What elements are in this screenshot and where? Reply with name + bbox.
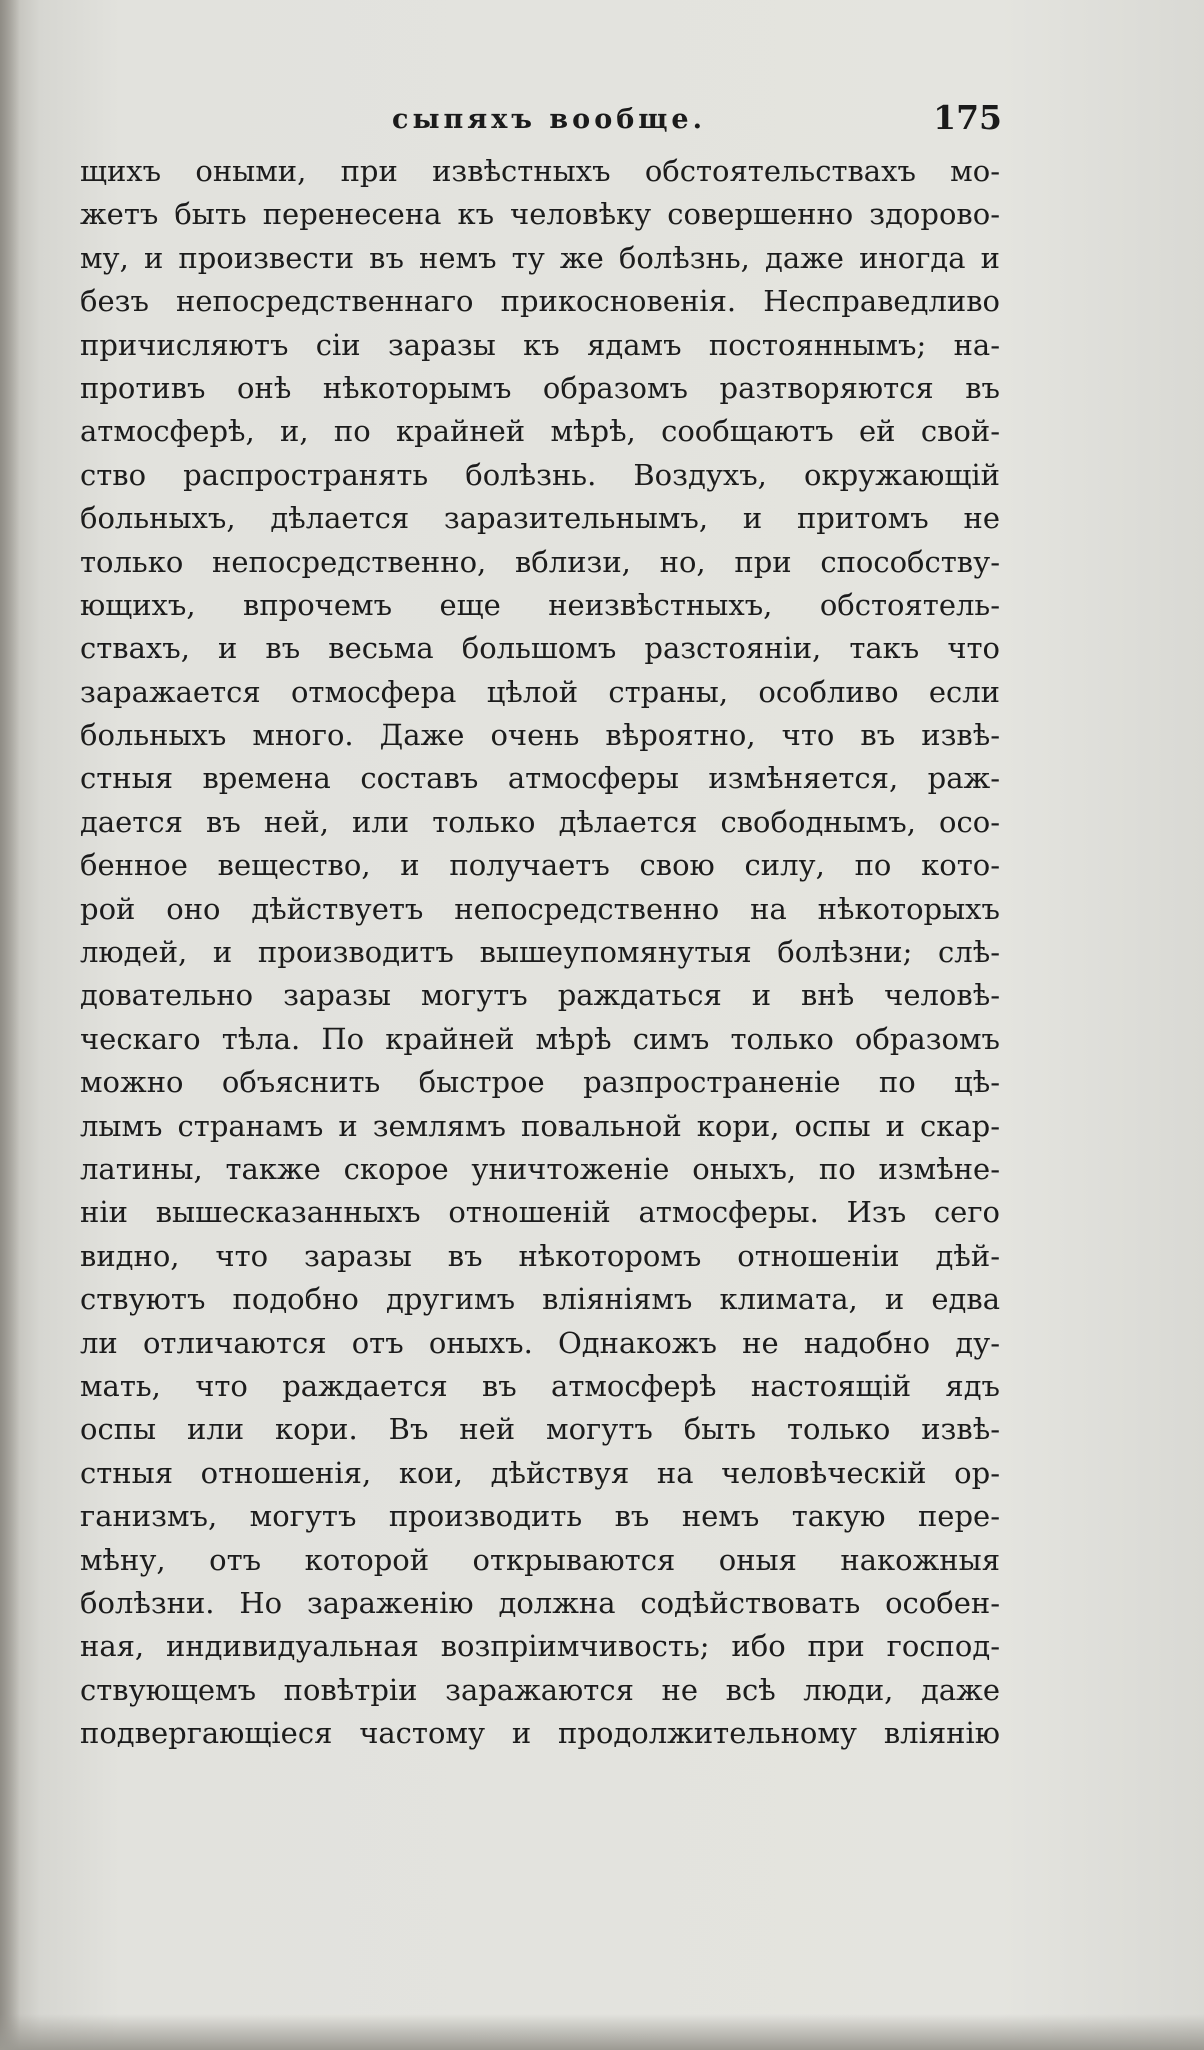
text-line: ганизмъ, могутъ производить въ немъ такую пере- [80,1499,1000,1534]
text-line: ющихъ, впрочемъ еще неизвѣстныхъ, обстоятель- [80,587,1000,622]
text-line: можно объяснить быстрое разпространеніе по цѣ- [80,1065,1000,1100]
text-line: причисляютъ сіи заразы къ ядамъ постояннымъ; на- [80,327,1000,362]
page-header [392,98,1002,138]
text-line: ная, индивидуальная возпріимчивость; ибо при господ- [80,1629,1000,1664]
body-text [80,150,1000,1755]
text-line: мѣну, отъ которой открываются оныя накожныя [80,1542,1000,1577]
text-line: безъ непосредственнаго прикосновенія. Несправедливо [80,284,1000,319]
text-line: жетъ быть перенесена къ человѣку совершенно здорово- [80,197,1000,232]
text-line: му, и произвести въ немъ ту же болѣзнь, даже иногда и [80,240,1000,275]
text-line: болѣзни. Но зараженію должна содѣйствовать особен- [80,1585,1000,1620]
text-line: лымъ странамъ и землямъ повальной кори, оспы и скар- [80,1108,1000,1143]
text-line: заражается отмосфера цѣлой страны, особливо если [80,674,1000,709]
text-line: больныхъ, дѣлается заразительнымъ, и притомъ не [80,501,1000,536]
spine-shadow [0,0,20,2050]
text-line: ствахъ, и въ весьма большомъ разстояніи, такъ что [80,631,1000,666]
text-line: довательно заразы могутъ раждаться и внѣ человѣ- [80,978,1000,1013]
text-line: бенное вещество, и получаетъ свою силу, по кото- [80,848,1000,883]
page-bottom-edge [0,2014,1204,2050]
text-line: подвергающіеся частому и продолжительному вліянію [80,1716,1000,1751]
text-line: ствуютъ подобно другимъ вліяніямъ климата, и едва [80,1282,1000,1317]
text-line: больныхъ много. Даже очень вѣроятно, что въ извѣ- [80,718,1000,753]
text-line: атмосферѣ, и, по крайней мѣрѣ, сообщаютъ ей свой- [80,414,1000,449]
text-line: ствующемъ повѣтріи заражаются не всѣ люди, даже [80,1672,1000,1707]
text-line: рой оно дѣйствуетъ непосредственно на нѣкоторыхъ [80,891,1000,926]
text-line: только непосредственно, вблизи, но, при способству- [80,544,1000,579]
text-line: ство распространять болѣзнь. Воздухъ, окружающій [80,457,1000,492]
running-head: сыпяхъ вообще. [392,104,707,135]
text-line: видно, что заразы въ нѣкоторомъ отношеніи дѣй- [80,1238,1000,1273]
text-line: латины, также скорое уничтоженіе оныхъ, по измѣне- [80,1151,1000,1186]
text-line: людей, и производитъ вышеупомянутыя болѣзни; слѣ- [80,935,1000,970]
page-number: 175 [933,98,1002,137]
text-line: ніи вышесказанныхъ отношеній атмосферы. Изъ сего [80,1195,1000,1230]
text-line: ли отличаются отъ оныхъ. Однакожъ не надобно ду- [80,1325,1000,1360]
text-line: стныя отношенія, кои, дѣйствуя на человѣческій ор- [80,1455,1000,1490]
text-line: дается въ ней, или только дѣлается свободнымъ, осо- [80,804,1000,839]
text-line: противъ онѣ нѣкоторымъ образомъ разтворяются въ [80,370,1000,405]
text-line: стныя времена составъ атмосферы измѣняется, раж- [80,761,1000,796]
text-line: оспы или кори. Въ ней могутъ быть только извѣ- [80,1412,1000,1447]
text-line: мать, что раждается въ атмосферѣ настоящій ядъ [80,1368,1000,1403]
text-line: ческаго тѣла. По крайней мѣрѣ симъ только образомъ [80,1021,1000,1056]
text-line: щихъ оными, при извѣстныхъ обстоятельствахъ мо- [80,154,1000,188]
